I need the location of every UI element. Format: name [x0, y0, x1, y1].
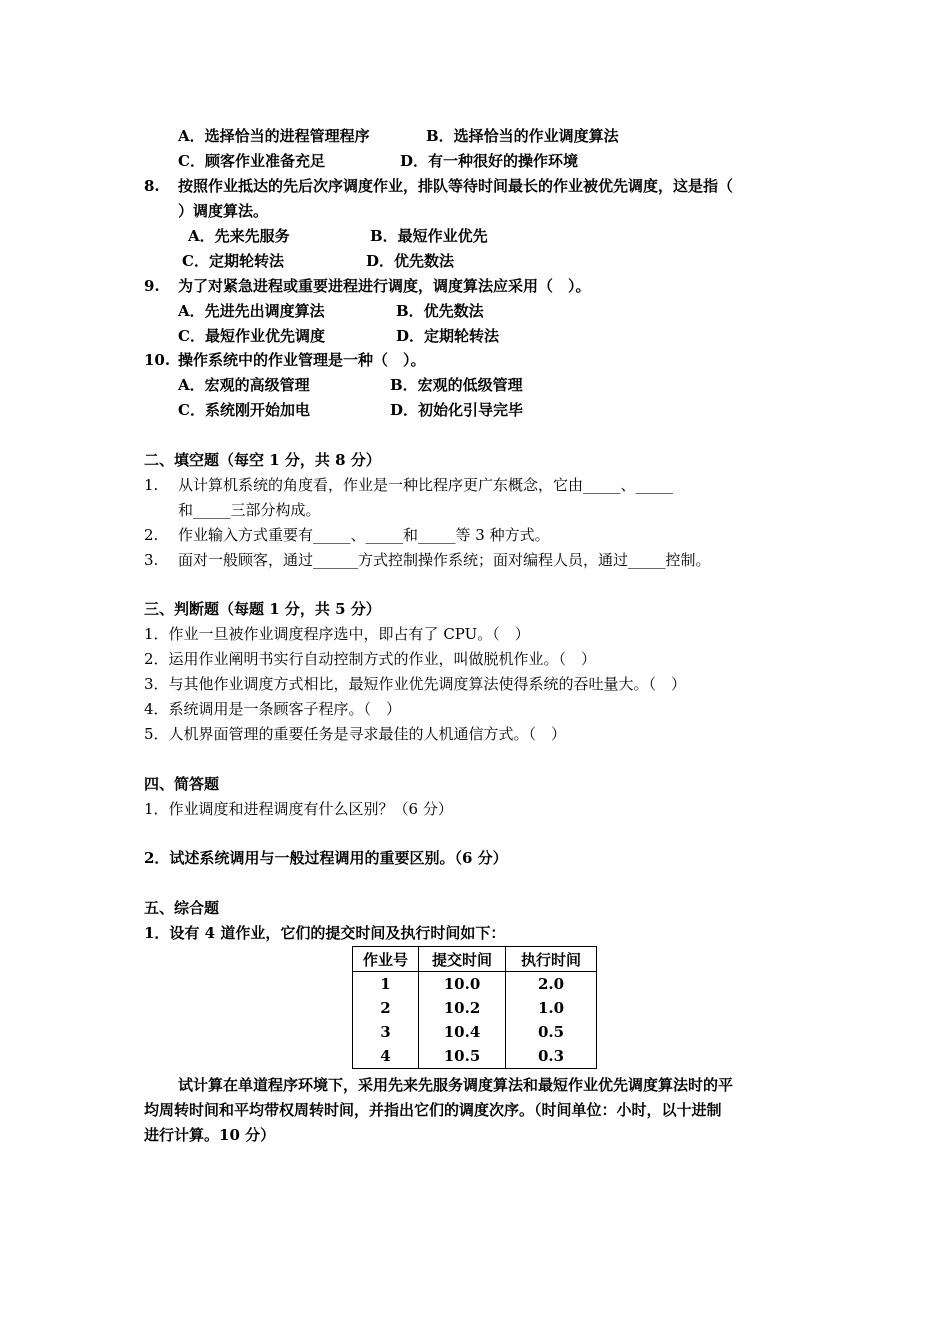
q10-text: 操作系统中的作业管理是一种（ ）。 — [178, 351, 426, 369]
column-header-job-id: 作业号 — [353, 947, 419, 972]
q8-text-cont: ）调度算法。 — [178, 202, 269, 220]
judge-section-heading: 三、判断题（每题 1 分，共 5 分） — [144, 600, 381, 618]
q10-option-a: A．宏观的高级管理 — [178, 376, 310, 394]
fill-section-heading: 二、填空题（每空 1 分，共 8 分） — [144, 451, 381, 469]
q7-option-b: B．选择恰当的作业调度算法 — [426, 127, 619, 145]
short-q1: 1．作业调度和进程调度有什么区别？（6 分） — [144, 800, 453, 818]
table-header-row — [353, 947, 597, 972]
table-cell: 0.3 — [506, 1044, 597, 1069]
table-cell: 10.0 — [419, 972, 506, 997]
judge-item: 2．运用作业阐明书实行自动控制方式的作业，叫做脱机作业。（ ） — [144, 650, 597, 668]
table-cell: 2.0 — [506, 972, 597, 997]
q9-option-c: C．最短作业优先调度 — [178, 327, 325, 345]
column-header-run-time: 执行时间 — [506, 947, 597, 972]
fill-q1-number: 1. — [144, 476, 159, 494]
q8-number: 8. — [144, 177, 160, 195]
column-header-submit-time: 提交时间 — [419, 947, 506, 972]
q9-option-b: B．优先数法 — [396, 302, 484, 320]
q9-option-d: D．定期轮转法 — [396, 327, 500, 345]
table-cell: 0.5 — [506, 1020, 597, 1044]
q9-text: 为了对紧急进程或重要进程进行调度，调度算法应采用（ ）。 — [178, 277, 591, 295]
table-cell: 1.0 — [506, 996, 597, 1020]
q8-option-b: B．最短作业优先 — [370, 227, 488, 245]
table-row — [353, 1044, 597, 1069]
table-cell: 1 — [353, 972, 419, 997]
fill-q2-text: 作业输入方式重要有_____、_____和_____等 3 种方式。 — [178, 526, 550, 544]
q10-option-b: B．宏观的低级管理 — [390, 376, 523, 394]
table-row — [353, 1020, 597, 1044]
q10-option-d: D．初始化引导完毕 — [390, 401, 524, 419]
fill-q1-text: 从计算机系统的角度看，作业是一种比程序更广东概念，它由_____、_____ — [178, 476, 674, 494]
short-section-heading: 四、简答题 — [144, 775, 220, 793]
job-table — [352, 946, 597, 1069]
q7-option-d: D．有一种很好的操作环境 — [400, 152, 579, 170]
table-cell: 4 — [353, 1044, 419, 1069]
table-row — [353, 972, 597, 997]
table-cell: 10.4 — [419, 1020, 506, 1044]
q8-option-c: C．定期轮转法 — [182, 252, 284, 270]
comp-section-heading: 五、综合题 — [144, 899, 220, 917]
table-row — [353, 996, 597, 1020]
judge-item: 1．作业一旦被作业调度程序选中，即占有了 CPU。（ ） — [144, 625, 530, 643]
q7-option-a: A．选择恰当的进程管理程序 — [178, 127, 370, 145]
judge-item: 3．与其他作业调度方式相比，最短作业优先调度算法使得系统的吞吐量大。（ ） — [144, 675, 687, 693]
q8-option-d: D．优先数法 — [366, 252, 455, 270]
judge-item: 4．系统调用是一条顾客子程序。（ ） — [144, 700, 402, 718]
table-cell: 3 — [353, 1020, 419, 1044]
fill-q2-number: 2. — [144, 526, 159, 544]
table-cell: 2 — [353, 996, 419, 1020]
comp-q1-task-line2: 均周转时间和平均带权周转时间，并指出它们的调度次序。（时间单位：小时，以十进制 — [144, 1101, 722, 1119]
fill-q3-number: 3. — [144, 551, 159, 569]
q10-option-c: C．系统刚开始加电 — [178, 401, 310, 419]
comp-q1-task-line3: 进行计算。10 分） — [144, 1126, 276, 1144]
short-q2: 2．试述系统调用与一般过程调用的重要区别。（6 分） — [144, 849, 508, 867]
table-cell: 10.2 — [419, 996, 506, 1020]
comp-q1-task-line1: 试计算在单道程序环境下，采用先来先服务调度算法和最短作业优先调度算法时的平 — [178, 1076, 734, 1094]
judge-item: 5．人机界面管理的重要任务是寻求最佳的人机通信方式。（ ） — [144, 725, 567, 743]
q8-text: 按照作业抵达的先后次序调度作业，排队等待时间最长的作业被优先调度，这是指（ — [178, 177, 734, 195]
q10-number: 10. — [144, 351, 171, 369]
q9-number: 9. — [144, 277, 160, 295]
fill-q3-text: 面对一般顾客，通过______方式控制操作系统；面对编程人员，通过_____控制。 — [178, 551, 711, 569]
q8-option-a: A．先来先服务 — [188, 227, 290, 245]
comp-q1-intro: 1．设有 4 道作业，它们的提交时间及执行时间如下： — [144, 924, 506, 942]
fill-q1-text-cont: 和_____三部分构成。 — [178, 501, 321, 519]
table-cell: 10.5 — [419, 1044, 506, 1069]
q7-option-c: C．顾客作业准备充足 — [178, 152, 325, 170]
q9-option-a: A．先进先出调度算法 — [178, 302, 325, 320]
